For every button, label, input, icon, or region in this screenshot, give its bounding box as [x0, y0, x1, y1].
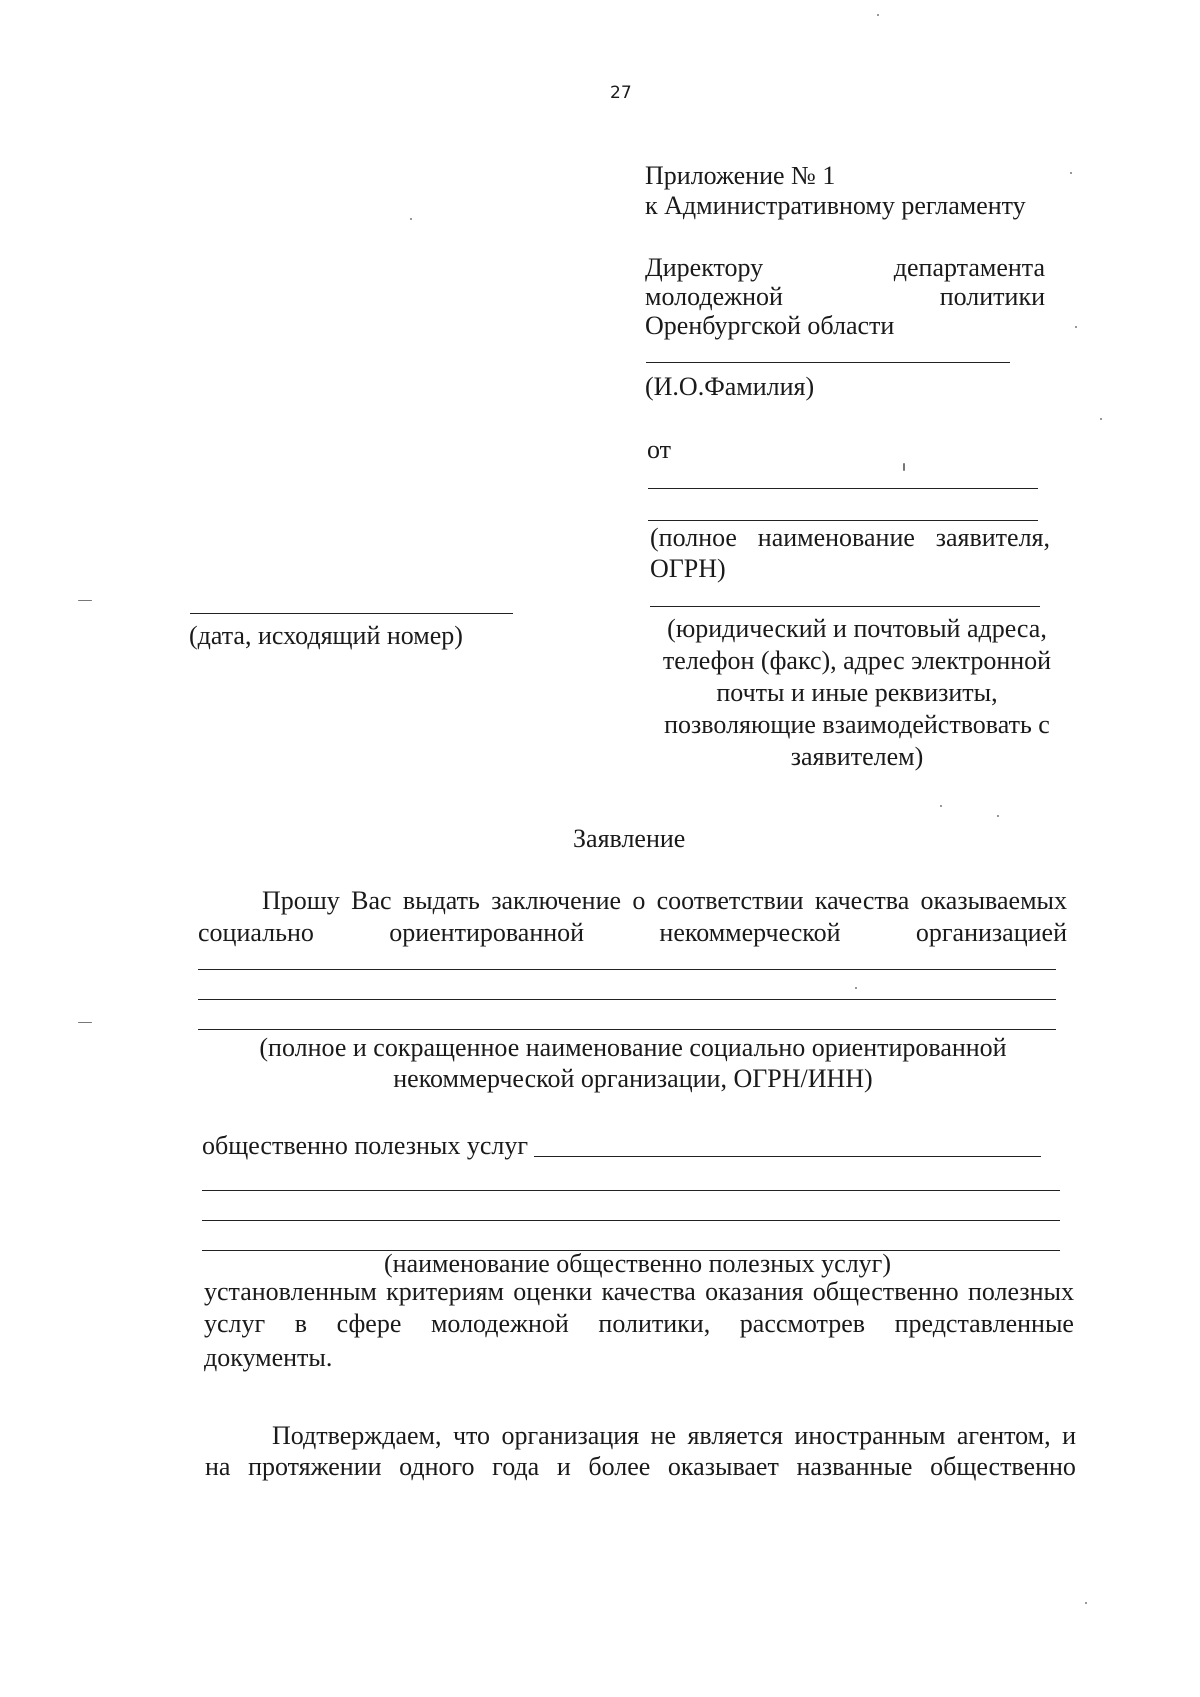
paragraph-word: рассмотрев — [739, 1309, 866, 1338]
paragraph-word: одного — [399, 1452, 475, 1481]
from-label: от — [647, 435, 672, 464]
paragraph-1-line-1: Прошу Вас выдать заключение о соответствии качества оказываемых — [262, 886, 1067, 915]
applicant-blank-line-1 — [648, 488, 1038, 489]
paragraph-word: услуг — [204, 1309, 266, 1338]
org-blank-line-3 — [198, 1029, 1056, 1030]
scan-speck — [1100, 418, 1102, 420]
address-caption-line: телефон (факс), адрес электронной — [662, 646, 1052, 675]
address-caption-line: почты и иные реквизиты, — [716, 678, 998, 707]
paragraph-word: протяжении — [248, 1452, 382, 1481]
paragraph-2-line-2 — [204, 1308, 1074, 1340]
org-blank-line-1 — [198, 969, 1056, 970]
org-caption-line-2: некоммерческой организации, ОГРН/ИНН) — [393, 1064, 873, 1093]
applicant-blank-line-2 — [648, 520, 1038, 521]
paragraph-word: организацией — [915, 918, 1067, 947]
addressee-line-3: Оренбургской области — [645, 311, 895, 340]
fio-caption: (И.О.Фамилия) — [645, 372, 815, 401]
org-caption-line-1: (полное и сокращенное наименование социально ориентированной — [259, 1033, 1007, 1062]
document-title: Заявление — [573, 824, 686, 853]
scan-speck — [940, 805, 942, 807]
paragraph-word: социально — [198, 918, 314, 947]
paragraph-1-line-2 — [198, 917, 1067, 949]
scan-speck — [903, 463, 905, 471]
paragraph-word: ориентированной — [389, 918, 585, 947]
scan-speck — [78, 1022, 92, 1023]
paragraph-word: некоммерческой — [659, 918, 841, 947]
paragraph-word: на — [205, 1452, 231, 1481]
address-caption-line: позволяющие взаимодействовать с — [664, 710, 1050, 739]
addressee-line-1 — [645, 252, 1045, 284]
scan-speck — [1085, 1602, 1087, 1604]
paragraph-3-line-1: Подтверждаем, что организация не является иностранным агентом, и — [272, 1421, 1076, 1450]
paragraph-word: более — [588, 1452, 651, 1481]
scan-speck — [1070, 172, 1072, 174]
applicant-caption-line-1 — [650, 522, 1050, 554]
paragraph-word: сфере — [336, 1309, 402, 1338]
appendix-reference: к Административному регламенту — [645, 191, 1026, 220]
scan-speck — [410, 218, 412, 220]
address-caption-line: заявителем) — [790, 742, 924, 771]
addressee-word: молодежной — [645, 282, 783, 311]
date-blank-line — [190, 613, 513, 614]
paragraph-word: общественно — [930, 1452, 1076, 1481]
paragraph-2-line-3: документы. — [204, 1343, 333, 1372]
address-caption-line: (юридический и почтовый адреса, — [667, 614, 1047, 643]
scan-speck — [855, 987, 857, 989]
paragraph-word: в — [294, 1309, 308, 1338]
date-caption: (дата, исходящий номер) — [189, 621, 463, 650]
scan-speck — [877, 14, 879, 16]
services-blank-line-1 — [534, 1156, 1041, 1157]
addressee-word: департамента — [893, 253, 1045, 282]
address-caption — [652, 613, 1062, 773]
applicant-caption-word: (полное — [650, 523, 737, 552]
paragraph-word: названные — [796, 1452, 913, 1481]
applicant-caption-word: заявителя, — [935, 523, 1050, 552]
paragraph-2-line-1: установленным критериям оценки качества оказания общественно полезных — [204, 1277, 1074, 1306]
scan-speck — [1075, 326, 1077, 328]
services-blank-line-2 — [202, 1190, 1060, 1191]
services-blank-line-3 — [202, 1220, 1060, 1221]
addressee-word: политики — [939, 282, 1045, 311]
scan-speck — [78, 600, 92, 601]
addressee-line-2 — [645, 281, 1045, 313]
paragraph-word: политики, — [598, 1309, 711, 1338]
appendix-number: Приложение № 1 — [645, 161, 836, 190]
paragraph-word: оказывает — [667, 1452, 779, 1481]
services-label: общественно полезных услуг — [202, 1131, 529, 1160]
address-blank-line — [650, 606, 1040, 607]
paragraph-word: представленные — [894, 1309, 1074, 1338]
applicant-caption-word: наименование — [757, 523, 915, 552]
fio-blank-line — [646, 362, 1010, 363]
services-caption: (наименование общественно полезных услуг) — [384, 1249, 891, 1278]
org-blank-line-2 — [198, 999, 1056, 1000]
paragraph-3-line-2 — [205, 1451, 1076, 1483]
applicant-caption-line-2: ОГРН) — [650, 554, 726, 583]
page-number: 27 — [610, 83, 632, 103]
paragraph-word: молодежной — [430, 1309, 569, 1338]
paragraph-word: и — [556, 1452, 571, 1481]
addressee-word: Директору — [645, 253, 764, 282]
paragraph-word: года — [492, 1452, 540, 1481]
scan-speck — [997, 815, 999, 817]
